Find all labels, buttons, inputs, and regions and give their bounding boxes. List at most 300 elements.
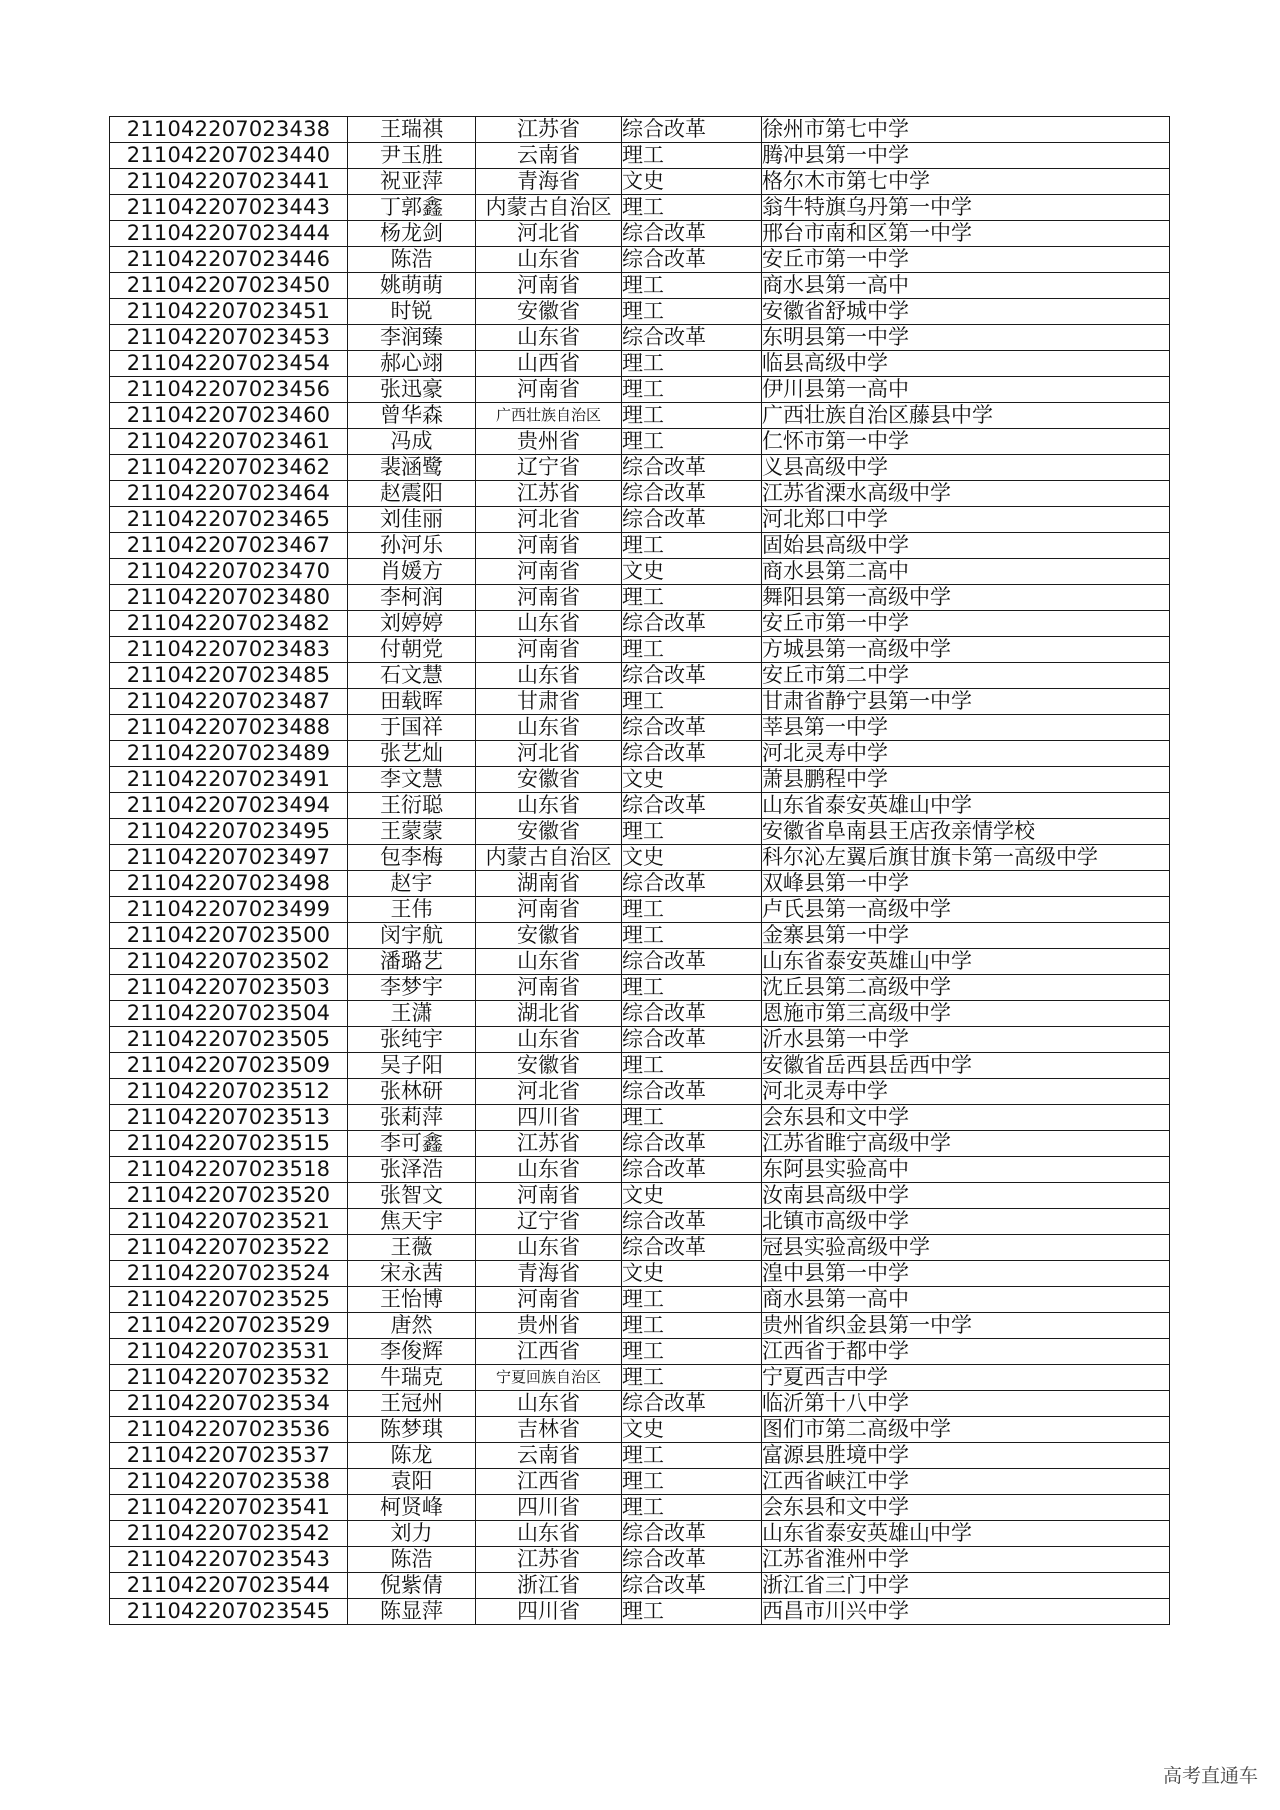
table-row <box>110 169 1170 195</box>
school-cell: 东阿县实验高中 <box>762 1157 1170 1183</box>
table-row <box>110 1365 1170 1391</box>
student-id-cell: 211042207023454 <box>110 351 348 377</box>
table-row <box>110 377 1170 403</box>
table-row <box>110 611 1170 637</box>
track-cell: 综合改革 <box>622 1001 762 1027</box>
student-id-cell: 211042207023532 <box>110 1365 348 1391</box>
province-cell: 青海省 <box>476 1261 622 1287</box>
student-name-cell: 肖媛方 <box>348 559 476 585</box>
school-cell: 沈丘县第二高级中学 <box>762 975 1170 1001</box>
table-row <box>110 481 1170 507</box>
table-row <box>110 299 1170 325</box>
table-row <box>110 273 1170 299</box>
province-cell: 山东省 <box>476 949 622 975</box>
student-name-cell: 郝心翊 <box>348 351 476 377</box>
track-cell: 文史 <box>622 169 762 195</box>
track-cell: 综合改革 <box>622 1235 762 1261</box>
province-cell: 江苏省 <box>476 1131 622 1157</box>
track-cell: 理工 <box>622 351 762 377</box>
student-name-cell: 陈显萍 <box>348 1599 476 1625</box>
school-cell: 翁牛特旗乌丹第一中学 <box>762 195 1170 221</box>
student-id-cell: 211042207023503 <box>110 975 348 1001</box>
track-cell: 理工 <box>622 1105 762 1131</box>
track-cell: 理工 <box>622 1495 762 1521</box>
province-cell: 山东省 <box>476 325 622 351</box>
school-cell: 商水县第一高中 <box>762 1287 1170 1313</box>
student-id-cell: 211042207023522 <box>110 1235 348 1261</box>
student-id-cell: 211042207023462 <box>110 455 348 481</box>
student-name-cell: 尹玉胜 <box>348 143 476 169</box>
school-cell: 临县高级中学 <box>762 351 1170 377</box>
table-row <box>110 923 1170 949</box>
track-cell: 理工 <box>622 975 762 1001</box>
student-id-cell: 211042207023453 <box>110 325 348 351</box>
province-cell: 山东省 <box>476 1235 622 1261</box>
student-id-cell: 211042207023541 <box>110 1495 348 1521</box>
province-cell: 江西省 <box>476 1469 622 1495</box>
table-row <box>110 455 1170 481</box>
school-cell: 甘肃省静宁县第一中学 <box>762 689 1170 715</box>
student-id-cell: 211042207023470 <box>110 559 348 585</box>
school-cell: 山东省泰安英雄山中学 <box>762 1521 1170 1547</box>
table-row <box>110 663 1170 689</box>
school-cell: 会东县和文中学 <box>762 1495 1170 1521</box>
school-cell: 东明县第一中学 <box>762 325 1170 351</box>
track-cell: 综合改革 <box>622 741 762 767</box>
student-name-cell: 王衍聪 <box>348 793 476 819</box>
table-row <box>110 351 1170 377</box>
table-row <box>110 429 1170 455</box>
track-cell: 理工 <box>622 923 762 949</box>
student-id-cell: 211042207023543 <box>110 1547 348 1573</box>
student-name-cell: 田载晖 <box>348 689 476 715</box>
table-row <box>110 793 1170 819</box>
student-id-cell: 211042207023438 <box>110 117 348 143</box>
school-cell: 安徽省岳西县岳西中学 <box>762 1053 1170 1079</box>
student-name-cell: 杨龙剑 <box>348 221 476 247</box>
province-cell: 山东省 <box>476 1391 622 1417</box>
track-cell: 综合改革 <box>622 247 762 273</box>
student-name-cell: 李润臻 <box>348 325 476 351</box>
student-name-cell: 曾华森 <box>348 403 476 429</box>
student-id-cell: 211042207023443 <box>110 195 348 221</box>
track-cell: 综合改革 <box>622 1391 762 1417</box>
table-row <box>110 403 1170 429</box>
student-name-cell: 宋永茜 <box>348 1261 476 1287</box>
table-row <box>110 715 1170 741</box>
student-id-cell: 211042207023504 <box>110 1001 348 1027</box>
track-cell: 理工 <box>622 143 762 169</box>
school-cell: 会东县和文中学 <box>762 1105 1170 1131</box>
province-cell: 河南省 <box>476 897 622 923</box>
track-cell: 理工 <box>622 1339 762 1365</box>
student-id-cell: 211042207023521 <box>110 1209 348 1235</box>
school-cell: 湟中县第一中学 <box>762 1261 1170 1287</box>
student-name-cell: 王冠州 <box>348 1391 476 1417</box>
track-cell: 理工 <box>622 1469 762 1495</box>
table-row <box>110 1599 1170 1625</box>
student-id-cell: 211042207023441 <box>110 169 348 195</box>
student-name-cell: 刘力 <box>348 1521 476 1547</box>
track-cell: 综合改革 <box>622 793 762 819</box>
roster-sheet <box>109 116 1169 1625</box>
table-row <box>110 117 1170 143</box>
table-row <box>110 949 1170 975</box>
table-row <box>110 1521 1170 1547</box>
table-row <box>110 1417 1170 1443</box>
track-cell: 文史 <box>622 1261 762 1287</box>
student-name-cell: 王薇 <box>348 1235 476 1261</box>
student-id-cell: 211042207023531 <box>110 1339 348 1365</box>
student-id-cell: 211042207023513 <box>110 1105 348 1131</box>
province-cell: 河北省 <box>476 1079 622 1105</box>
province-cell: 四川省 <box>476 1599 622 1625</box>
student-name-cell: 李俊辉 <box>348 1339 476 1365</box>
student-name-cell: 姚萌萌 <box>348 273 476 299</box>
track-cell: 综合改革 <box>622 221 762 247</box>
student-id-cell: 211042207023534 <box>110 1391 348 1417</box>
school-cell: 安徽省阜南县王店孜亲情学校 <box>762 819 1170 845</box>
student-id-cell: 211042207023524 <box>110 1261 348 1287</box>
student-name-cell: 陈梦琪 <box>348 1417 476 1443</box>
student-name-cell: 王瑞祺 <box>348 117 476 143</box>
province-cell: 贵州省 <box>476 1313 622 1339</box>
table-row <box>110 819 1170 845</box>
student-name-cell: 张艺灿 <box>348 741 476 767</box>
track-cell: 理工 <box>622 299 762 325</box>
track-cell: 理工 <box>622 273 762 299</box>
watermark-text: 高考直通车 <box>1162 1765 1258 1787</box>
student-name-cell: 王潇 <box>348 1001 476 1027</box>
track-cell: 理工 <box>622 1287 762 1313</box>
province-cell: 四川省 <box>476 1495 622 1521</box>
track-cell: 理工 <box>622 1443 762 1469</box>
roster-body <box>110 117 1170 1625</box>
student-name-cell: 张莉萍 <box>348 1105 476 1131</box>
school-cell: 双峰县第一中学 <box>762 871 1170 897</box>
table-row <box>110 845 1170 871</box>
province-cell: 四川省 <box>476 1105 622 1131</box>
school-cell: 宁夏西吉中学 <box>762 1365 1170 1391</box>
student-id-cell: 211042207023450 <box>110 273 348 299</box>
student-id-cell: 211042207023545 <box>110 1599 348 1625</box>
province-cell: 云南省 <box>476 143 622 169</box>
school-cell: 安丘市第一中学 <box>762 247 1170 273</box>
table-row <box>110 1209 1170 1235</box>
student-name-cell: 孙河乐 <box>348 533 476 559</box>
track-cell: 综合改革 <box>622 663 762 689</box>
school-cell: 仁怀市第一中学 <box>762 429 1170 455</box>
student-id-cell: 211042207023491 <box>110 767 348 793</box>
student-name-cell: 赵宇 <box>348 871 476 897</box>
table-row <box>110 871 1170 897</box>
track-cell: 综合改革 <box>622 1027 762 1053</box>
province-cell: 内蒙古自治区 <box>476 845 622 871</box>
student-id-cell: 211042207023465 <box>110 507 348 533</box>
school-cell: 河北灵寿中学 <box>762 1079 1170 1105</box>
student-name-cell: 裴涵鹭 <box>348 455 476 481</box>
student-name-cell: 王伟 <box>348 897 476 923</box>
student-id-cell: 211042207023485 <box>110 663 348 689</box>
student-id-cell: 211042207023502 <box>110 949 348 975</box>
student-name-cell: 刘佳丽 <box>348 507 476 533</box>
province-cell: 河南省 <box>476 377 622 403</box>
student-id-cell: 211042207023538 <box>110 1469 348 1495</box>
track-cell: 理工 <box>622 897 762 923</box>
track-cell: 理工 <box>622 377 762 403</box>
province-cell: 吉林省 <box>476 1417 622 1443</box>
school-cell: 河北灵寿中学 <box>762 741 1170 767</box>
student-name-cell: 焦天宇 <box>348 1209 476 1235</box>
province-cell: 山西省 <box>476 351 622 377</box>
student-name-cell: 张林研 <box>348 1079 476 1105</box>
track-cell: 理工 <box>622 1313 762 1339</box>
student-name-cell: 柯贤峰 <box>348 1495 476 1521</box>
province-cell: 河南省 <box>476 1183 622 1209</box>
track-cell: 综合改革 <box>622 1157 762 1183</box>
track-cell: 综合改革 <box>622 611 762 637</box>
student-name-cell: 于国祥 <box>348 715 476 741</box>
student-name-cell: 刘婷婷 <box>348 611 476 637</box>
school-cell: 冠县实验高级中学 <box>762 1235 1170 1261</box>
school-cell: 徐州市第七中学 <box>762 117 1170 143</box>
student-id-cell: 211042207023489 <box>110 741 348 767</box>
table-row <box>110 1573 1170 1599</box>
student-id-cell: 211042207023542 <box>110 1521 348 1547</box>
track-cell: 理工 <box>622 637 762 663</box>
table-row <box>110 1391 1170 1417</box>
school-cell: 商水县第二高中 <box>762 559 1170 585</box>
track-cell: 综合改革 <box>622 949 762 975</box>
student-id-cell: 211042207023537 <box>110 1443 348 1469</box>
school-cell: 江苏省睢宁高级中学 <box>762 1131 1170 1157</box>
table-row <box>110 507 1170 533</box>
table-row <box>110 1287 1170 1313</box>
student-name-cell: 赵震阳 <box>348 481 476 507</box>
student-id-cell: 211042207023487 <box>110 689 348 715</box>
province-cell: 河北省 <box>476 221 622 247</box>
track-cell: 综合改革 <box>622 117 762 143</box>
school-cell: 广西壮族自治区藤县中学 <box>762 403 1170 429</box>
school-cell: 河北郑口中学 <box>762 507 1170 533</box>
student-id-cell: 211042207023464 <box>110 481 348 507</box>
province-cell: 江西省 <box>476 1339 622 1365</box>
school-cell: 格尔木市第七中学 <box>762 169 1170 195</box>
school-cell: 安丘市第二中学 <box>762 663 1170 689</box>
school-cell: 卢氏县第一高级中学 <box>762 897 1170 923</box>
school-cell: 莘县第一中学 <box>762 715 1170 741</box>
province-cell: 湖南省 <box>476 871 622 897</box>
student-id-cell: 211042207023456 <box>110 377 348 403</box>
student-id-cell: 211042207023440 <box>110 143 348 169</box>
student-id-cell: 211042207023500 <box>110 923 348 949</box>
student-name-cell: 陈浩 <box>348 1547 476 1573</box>
student-name-cell: 张泽浩 <box>348 1157 476 1183</box>
province-cell: 宁夏回族自治区 <box>476 1365 622 1391</box>
student-id-cell: 211042207023499 <box>110 897 348 923</box>
track-cell: 综合改革 <box>622 481 762 507</box>
province-cell: 河南省 <box>476 273 622 299</box>
track-cell: 文史 <box>622 845 762 871</box>
track-cell: 综合改革 <box>622 1209 762 1235</box>
school-cell: 江苏省溧水高级中学 <box>762 481 1170 507</box>
table-row <box>110 1495 1170 1521</box>
student-id-cell: 211042207023498 <box>110 871 348 897</box>
school-cell: 富源县胜境中学 <box>762 1443 1170 1469</box>
student-name-cell: 吴子阳 <box>348 1053 476 1079</box>
table-row <box>110 1469 1170 1495</box>
table-row <box>110 1313 1170 1339</box>
province-cell: 湖北省 <box>476 1001 622 1027</box>
province-cell: 山东省 <box>476 611 622 637</box>
school-cell: 江西省峡江中学 <box>762 1469 1170 1495</box>
province-cell: 河南省 <box>476 559 622 585</box>
table-row <box>110 221 1170 247</box>
student-id-cell: 211042207023509 <box>110 1053 348 1079</box>
track-cell: 理工 <box>622 585 762 611</box>
table-row <box>110 585 1170 611</box>
province-cell: 云南省 <box>476 1443 622 1469</box>
track-cell: 理工 <box>622 1599 762 1625</box>
track-cell: 综合改革 <box>622 1547 762 1573</box>
school-cell: 汝南县高级中学 <box>762 1183 1170 1209</box>
table-row <box>110 767 1170 793</box>
track-cell: 综合改革 <box>622 455 762 481</box>
school-cell: 山东省泰安英雄山中学 <box>762 949 1170 975</box>
school-cell: 北镇市高级中学 <box>762 1209 1170 1235</box>
student-id-cell: 211042207023512 <box>110 1079 348 1105</box>
table-row <box>110 1079 1170 1105</box>
province-cell: 河南省 <box>476 637 622 663</box>
student-id-cell: 211042207023505 <box>110 1027 348 1053</box>
province-cell: 江苏省 <box>476 481 622 507</box>
student-name-cell: 牛瑞克 <box>348 1365 476 1391</box>
student-name-cell: 陈浩 <box>348 247 476 273</box>
table-row <box>110 975 1170 1001</box>
student-name-cell: 陈龙 <box>348 1443 476 1469</box>
student-name-cell: 李文慧 <box>348 767 476 793</box>
student-name-cell: 王怡博 <box>348 1287 476 1313</box>
school-cell: 安徽省舒城中学 <box>762 299 1170 325</box>
student-id-cell: 211042207023518 <box>110 1157 348 1183</box>
student-name-cell: 李可鑫 <box>348 1131 476 1157</box>
province-cell: 安徽省 <box>476 767 622 793</box>
table-row <box>110 1001 1170 1027</box>
school-cell: 舞阳县第一高级中学 <box>762 585 1170 611</box>
province-cell: 河南省 <box>476 1287 622 1313</box>
track-cell: 文史 <box>622 767 762 793</box>
table-row <box>110 247 1170 273</box>
school-cell: 江西省于都中学 <box>762 1339 1170 1365</box>
student-id-cell: 211042207023467 <box>110 533 348 559</box>
track-cell: 理工 <box>622 533 762 559</box>
track-cell: 综合改革 <box>622 1131 762 1157</box>
province-cell: 江苏省 <box>476 117 622 143</box>
table-row <box>110 1261 1170 1287</box>
school-cell: 贵州省织金县第一中学 <box>762 1313 1170 1339</box>
province-cell: 安徽省 <box>476 923 622 949</box>
province-cell: 山东省 <box>476 715 622 741</box>
track-cell: 理工 <box>622 195 762 221</box>
province-cell: 辽宁省 <box>476 1209 622 1235</box>
school-cell: 萧县鹏程中学 <box>762 767 1170 793</box>
student-name-cell: 冯成 <box>348 429 476 455</box>
student-id-cell: 211042207023520 <box>110 1183 348 1209</box>
province-cell: 浙江省 <box>476 1573 622 1599</box>
student-name-cell: 张纯宇 <box>348 1027 476 1053</box>
table-row <box>110 637 1170 663</box>
student-id-cell: 211042207023536 <box>110 1417 348 1443</box>
track-cell: 综合改革 <box>622 1521 762 1547</box>
table-row <box>110 1547 1170 1573</box>
school-cell: 恩施市第三高级中学 <box>762 1001 1170 1027</box>
table-row <box>110 741 1170 767</box>
province-cell: 甘肃省 <box>476 689 622 715</box>
province-cell: 江苏省 <box>476 1547 622 1573</box>
school-cell: 义县高级中学 <box>762 455 1170 481</box>
student-id-cell: 211042207023497 <box>110 845 348 871</box>
student-id-cell: 211042207023515 <box>110 1131 348 1157</box>
student-name-cell: 包李梅 <box>348 845 476 871</box>
track-cell: 综合改革 <box>622 871 762 897</box>
school-cell: 浙江省三门中学 <box>762 1573 1170 1599</box>
province-cell: 广西壮族自治区 <box>476 403 622 429</box>
student-id-cell: 211042207023461 <box>110 429 348 455</box>
track-cell: 理工 <box>622 819 762 845</box>
school-cell: 科尔沁左翼后旗甘旗卡第一高级中学 <box>762 845 1170 871</box>
school-cell: 临沂第十八中学 <box>762 1391 1170 1417</box>
table-row <box>110 1339 1170 1365</box>
table-row <box>110 533 1170 559</box>
student-id-cell: 211042207023460 <box>110 403 348 429</box>
track-cell: 理工 <box>622 403 762 429</box>
track-cell: 综合改革 <box>622 1079 762 1105</box>
province-cell: 河南省 <box>476 533 622 559</box>
school-cell: 山东省泰安英雄山中学 <box>762 793 1170 819</box>
province-cell: 河北省 <box>476 741 622 767</box>
track-cell: 文史 <box>622 1417 762 1443</box>
table-row <box>110 1443 1170 1469</box>
student-id-cell: 211042207023544 <box>110 1573 348 1599</box>
student-id-cell: 211042207023529 <box>110 1313 348 1339</box>
table-row <box>110 195 1170 221</box>
track-cell: 综合改革 <box>622 507 762 533</box>
student-name-cell: 袁阳 <box>348 1469 476 1495</box>
student-id-cell: 211042207023495 <box>110 819 348 845</box>
track-cell: 综合改革 <box>622 325 762 351</box>
table-row <box>110 325 1170 351</box>
admission-roster-table <box>109 116 1170 1625</box>
track-cell: 理工 <box>622 689 762 715</box>
track-cell: 综合改革 <box>622 715 762 741</box>
table-row <box>110 1131 1170 1157</box>
table-row <box>110 559 1170 585</box>
province-cell: 河南省 <box>476 975 622 1001</box>
student-id-cell: 211042207023444 <box>110 221 348 247</box>
province-cell: 山东省 <box>476 793 622 819</box>
school-cell: 西昌市川兴中学 <box>762 1599 1170 1625</box>
student-id-cell: 211042207023488 <box>110 715 348 741</box>
table-row <box>110 1053 1170 1079</box>
school-cell: 腾冲县第一中学 <box>762 143 1170 169</box>
province-cell: 河北省 <box>476 507 622 533</box>
student-name-cell: 潘璐艺 <box>348 949 476 975</box>
track-cell: 理工 <box>622 1365 762 1391</box>
student-id-cell: 211042207023482 <box>110 611 348 637</box>
student-name-cell: 唐然 <box>348 1313 476 1339</box>
student-id-cell: 211042207023480 <box>110 585 348 611</box>
student-name-cell: 时锐 <box>348 299 476 325</box>
